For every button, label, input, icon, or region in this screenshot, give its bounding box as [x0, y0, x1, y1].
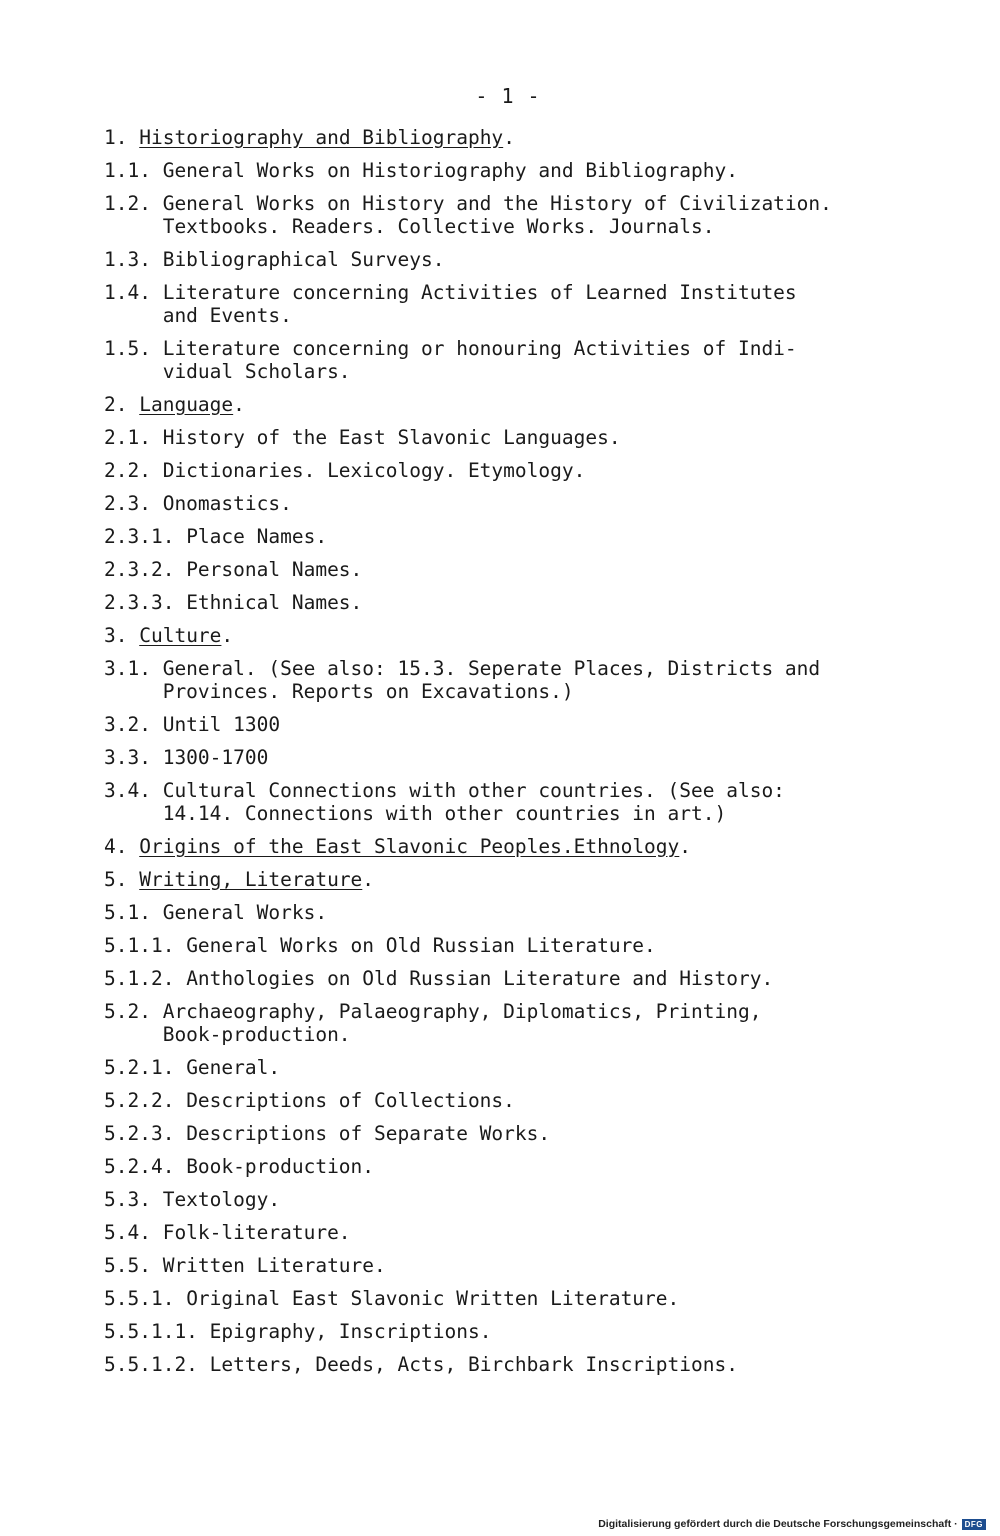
toc-entry-text: General Works on History and the History of Civilization. Textbooks. Readers. Collective Works. Journals.	[162, 192, 832, 238]
toc-entry-text: Bibliographical Surveys.	[162, 248, 445, 271]
toc-entry-number: 3.2.	[104, 713, 163, 736]
toc-entry	[104, 967, 964, 1000]
toc-entry-number: 2.3.3.	[104, 591, 187, 614]
toc-entry	[104, 591, 964, 624]
toc-entry-text: General Works on Old Russian Literature.	[186, 934, 656, 957]
toc-entry	[104, 934, 964, 967]
toc-entry-text: Personal Names.	[186, 558, 363, 581]
toc-entry	[104, 624, 964, 657]
toc-entry	[104, 1254, 964, 1287]
toc-entry-text	[139, 624, 964, 647]
toc-entry-text: Literature concerning or honouring Activities of Indi- vidual Scholars.	[162, 337, 797, 383]
toc-entry-number: 3.	[104, 624, 140, 647]
toc-entry	[104, 558, 964, 591]
toc-entry-text: General Works on Historiography and Bibliography.	[162, 159, 738, 182]
section-heading: Historiography and Bibliography	[139, 126, 504, 149]
toc-entry	[104, 337, 964, 393]
section-heading: Language	[139, 393, 234, 416]
toc-entry	[104, 835, 964, 868]
toc-entry-text	[139, 393, 964, 416]
toc-entry-text: History of the East Slavonic Languages.	[162, 426, 621, 449]
toc-entry-number: 1.4.	[104, 281, 163, 304]
toc-entry	[104, 426, 964, 459]
toc-entry-number: 5.1.1.	[104, 934, 187, 957]
toc-entry-text: Onomastics.	[162, 492, 292, 515]
toc-entry	[104, 1122, 964, 1155]
toc-entry-number: 5.	[104, 868, 140, 891]
toc-entry	[104, 1089, 964, 1122]
toc-entry	[104, 1353, 964, 1386]
toc-entry	[104, 459, 964, 492]
toc-entry-text: Written Literature.	[162, 1254, 386, 1277]
toc-entry-number: 1.3.	[104, 248, 163, 271]
toc-entry-number: 5.4.	[104, 1221, 163, 1244]
toc-entry-number: 5.1.	[104, 901, 163, 924]
toc-entry-text: Until 1300	[162, 713, 281, 736]
toc-entry-text	[139, 868, 964, 891]
toc-entry	[104, 192, 964, 248]
toc-entry	[104, 1188, 964, 1221]
toc-entry-text: General. (See also: 15.3. Seperate Places, Districts and Provinces. Reports on Excavations.)	[162, 657, 821, 703]
toc-entry-number: 1.2.	[104, 192, 163, 215]
toc-entry	[104, 779, 964, 835]
toc-entry	[104, 1155, 964, 1188]
toc-entry-text: Letters, Deeds, Acts, Birchbark Inscriptions.	[209, 1353, 738, 1376]
toc-entry-number: 2.3.2.	[104, 558, 187, 581]
toc-entry-text	[139, 835, 964, 858]
toc-entry-number: 5.5.1.1.	[104, 1320, 210, 1343]
heading-suffix: .	[503, 126, 515, 149]
toc-entry-text	[139, 126, 964, 149]
toc-entry-number: 5.2.1.	[104, 1056, 187, 1079]
footer	[598, 1518, 986, 1530]
section-heading: Origins of the East Slavonic Peoples.Ethnology	[139, 835, 680, 858]
toc-entry-number: 4.	[104, 835, 140, 858]
toc-entry-text: Book-production.	[186, 1155, 375, 1178]
toc-entry	[104, 525, 964, 558]
toc-entry	[104, 657, 964, 713]
toc-entry	[104, 1056, 964, 1089]
toc-entry-text: Ethnical Names.	[186, 591, 363, 614]
toc-entry-text: General.	[186, 1056, 281, 1079]
dfg-logo: DFG	[962, 1519, 986, 1530]
toc-entry	[104, 393, 964, 426]
toc-entry-number: 3.4.	[104, 779, 163, 802]
page-number: - 1 -	[475, 84, 541, 108]
toc-entry-text: Literature concerning Activities of Learned Institutes and Events.	[162, 281, 797, 327]
toc-entry	[104, 126, 964, 159]
toc-entry	[104, 1221, 964, 1254]
toc-entry-text: Descriptions of Collections.	[186, 1089, 515, 1112]
section-heading: Writing, Literature	[139, 868, 363, 891]
toc-entry-number: 2.2.	[104, 459, 163, 482]
heading-suffix: .	[233, 393, 245, 416]
footer-text: Digitalisierung gefördert durch die Deutsche Forschungsgemeinschaft ·	[598, 1518, 958, 1530]
table-of-contents	[104, 126, 964, 1386]
toc-entry-number: 1.5.	[104, 337, 163, 360]
toc-entry	[104, 713, 964, 746]
toc-entry-number: 5.3.	[104, 1188, 163, 1211]
toc-entry-number: 1.1.	[104, 159, 163, 182]
toc-entry-number: 5.2.3.	[104, 1122, 187, 1145]
toc-entry	[104, 248, 964, 281]
toc-entry	[104, 281, 964, 337]
toc-entry-text: Anthologies on Old Russian Literature and History.	[186, 967, 774, 990]
toc-entry-number: 1.	[104, 126, 140, 149]
toc-entry-number: 2.1.	[104, 426, 163, 449]
toc-entry	[104, 492, 964, 525]
section-heading: Culture	[139, 624, 222, 647]
toc-entry-text: General Works.	[162, 901, 328, 924]
toc-entry-text: Descriptions of Separate Works.	[186, 1122, 551, 1145]
toc-entry-text: Cultural Connections with other countries. (See also: 14.14. Connections with other countries in art.)	[162, 779, 785, 825]
toc-entry-text: Folk-literature.	[162, 1221, 351, 1244]
toc-entry-number: 2.3.	[104, 492, 163, 515]
toc-entry-text: Archaeography, Palaeography, Diplomatics, Printing, Book-production.	[162, 1000, 762, 1046]
toc-entry-number: 5.2.	[104, 1000, 163, 1023]
toc-entry-number: 5.2.4.	[104, 1155, 187, 1178]
toc-entry-number: 5.5.1.2.	[104, 1353, 210, 1376]
toc-entry-text: Place Names.	[186, 525, 328, 548]
heading-suffix: .	[679, 835, 692, 858]
toc-entry	[104, 1287, 964, 1320]
toc-entry-number: 5.5.	[104, 1254, 163, 1277]
toc-entry	[104, 159, 964, 192]
toc-entry-text: 1300-1700	[162, 746, 269, 769]
toc-entry-number: 5.1.2.	[104, 967, 187, 990]
toc-entry-text: Dictionaries. Lexicology. Etymology.	[162, 459, 586, 482]
toc-entry-text: Original East Slavonic Written Literature.	[186, 1287, 680, 1310]
toc-entry	[104, 1320, 964, 1353]
toc-entry	[104, 868, 964, 901]
toc-entry-number: 2.	[104, 393, 140, 416]
heading-suffix: .	[221, 624, 234, 647]
toc-entry	[104, 901, 964, 934]
toc-entry	[104, 1000, 964, 1056]
toc-entry-number: 2.3.1.	[104, 525, 187, 548]
toc-entry	[104, 746, 964, 779]
toc-entry-number: 3.3.	[104, 746, 163, 769]
toc-entry-text: Textology.	[162, 1188, 281, 1211]
toc-entry-text: Epigraphy, Inscriptions.	[209, 1320, 492, 1343]
toc-entry-number: 3.1.	[104, 657, 163, 680]
toc-entry-number: 5.2.2.	[104, 1089, 187, 1112]
toc-entry-number: 5.5.1.	[104, 1287, 187, 1310]
heading-suffix: .	[362, 868, 375, 891]
